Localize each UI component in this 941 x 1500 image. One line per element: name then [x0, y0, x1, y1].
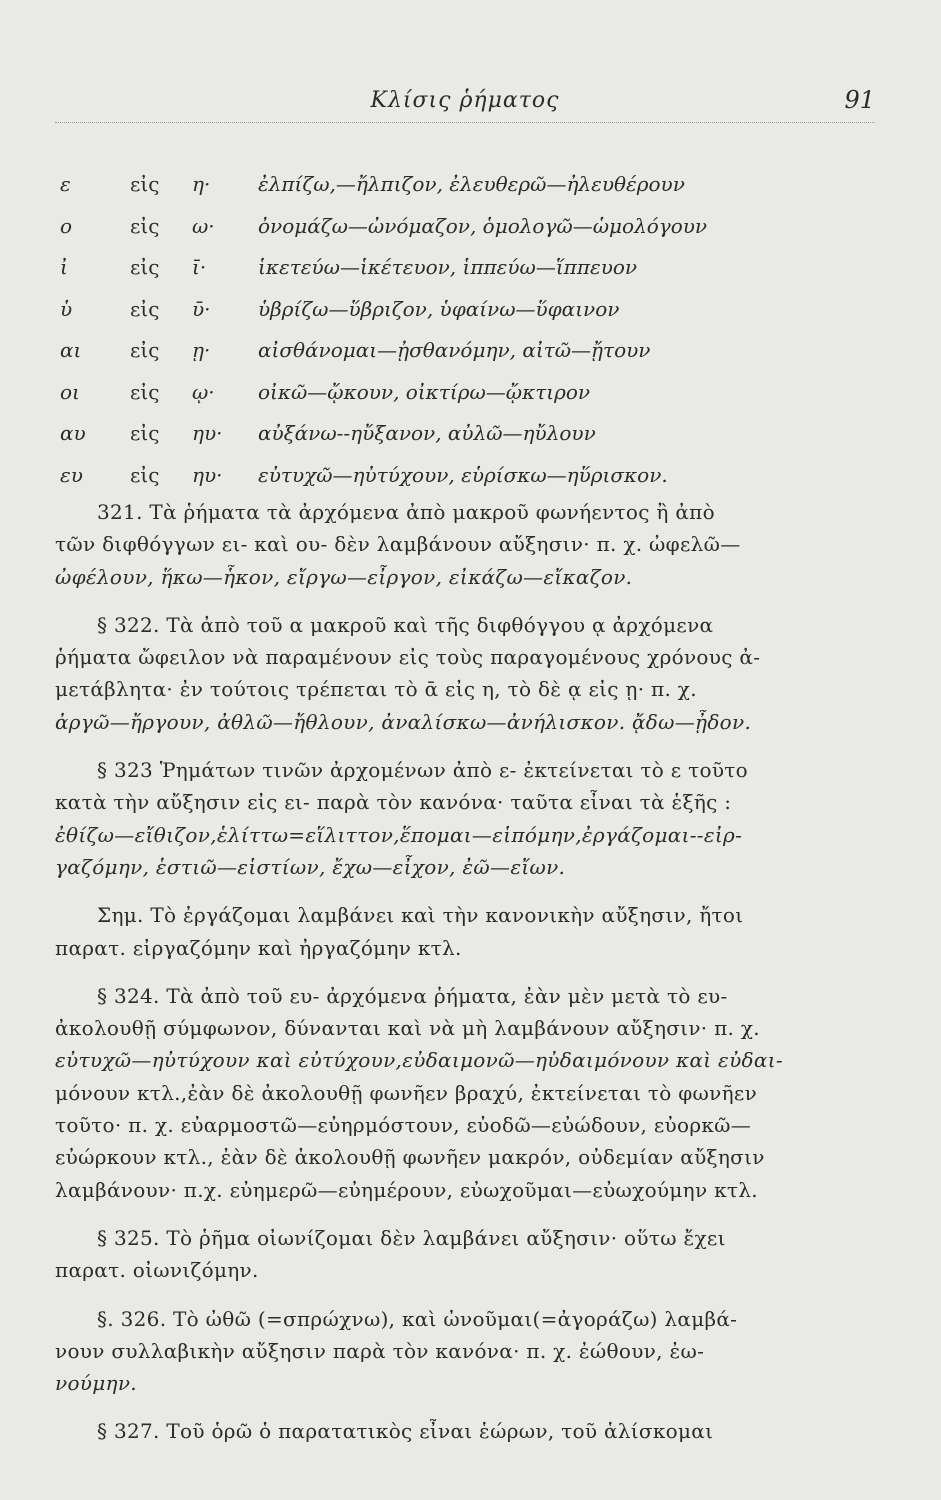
- paragraph-324: [55, 984, 875, 1210]
- from-vowel: αι: [60, 338, 82, 362]
- paragraph-321: [55, 500, 875, 597]
- examples: ὀνομάζω—ὠνόμαζον, ὁμολογῶ—ὡμολόγουν: [258, 213, 708, 238]
- paragraph-325: [55, 1226, 875, 1291]
- text-line: ἀργῶ—ἤργουν, ἀθλῶ—ἤθλουν, ἀναλίσκω—ἀνήλισκον. ᾄδω—ᾖδον.: [55, 709, 752, 734]
- body-text: [55, 500, 875, 1452]
- examples: ἱκετεύω—ἱκέτευον, ἱππεύω—ἵππευον: [258, 255, 638, 279]
- target-vowel: ῳ·: [192, 379, 215, 404]
- text-line: παρατ. οἰωνιζόμην.: [55, 1258, 259, 1283]
- table-row: [60, 297, 860, 339]
- from-vowel: αυ: [60, 421, 86, 445]
- text-line: παρατ. εἰργαζόμην καὶ ἠργαζόμην κτλ.: [55, 935, 462, 960]
- paragraph-322: [55, 613, 875, 742]
- table-row: [60, 421, 860, 463]
- examples: αἰσθάνομαι—ᾐσθανόμην, αἰτῶ—ᾔτουν: [258, 338, 651, 362]
- text-line: γαζόμην, ἑστιῶ—εἱστίων, ἔχω—εἶχον, ἐῶ—εἴων.: [55, 854, 566, 879]
- text-line: 321. Τὰ ῥήματα τὰ ἀρχόμενα ἀπὸ μακροῦ φωνήεντος ἢ ἀπὸ: [97, 500, 715, 524]
- target-vowel: η·: [192, 172, 211, 196]
- text-line: εὐτυχῶ—ηὐτύχουν καὶ εὐτύχουν,εὐδαιμονῶ—ηὐδαιμόνουν καὶ εὐδαι-: [55, 1048, 783, 1073]
- table-row: [60, 214, 860, 256]
- examples: ἐλπίζω,—ἤλπιζον, ἐλευθερῶ—ἠλευθέρουν: [258, 172, 685, 196]
- text-line: § 325. Τὸ ῥῆμα οἰωνίζομαι δὲν λαμβάνει αὔξησιν· οὕτω ἔχει: [97, 1225, 726, 1250]
- to-word: εἰς: [130, 255, 160, 279]
- text-line: λαμβάνουν· π.χ. εὐημερῶ—εὐημέρουν, εὐωχοῦμαι—εὐωχούμην κτλ.: [55, 1177, 758, 1202]
- text-line: § 324. Τὰ ἀπὸ τοῦ ευ- ἀρχόμενα ῥήματα, ἐὰν μὲν μετὰ τὸ ευ-: [97, 983, 728, 1008]
- page-header: [55, 88, 875, 123]
- text-line: § 323 Ῥημάτων τινῶν ἀρχομένων ἀπὸ ε- ἐκτείνεται τὸ ε τοῦτο: [97, 758, 748, 783]
- to-word: εἰς: [130, 213, 160, 238]
- to-word: εἰς: [130, 379, 160, 404]
- paragraph-323: [55, 758, 875, 887]
- target-vowel: ῃ·: [192, 338, 211, 362]
- to-word: εἰς: [130, 296, 160, 321]
- from-vowel: ἰ: [60, 255, 68, 279]
- running-title: Κλίσις ῥήματος: [370, 88, 560, 113]
- from-vowel: ὑ: [60, 296, 73, 321]
- text-line: τοῦτο· π. χ. εὐαρμοστῶ—εὐηρμόστουν, εὐοδῶ—εὐώδουν, εὐορκῶ—: [55, 1113, 752, 1138]
- page-number: 91: [844, 86, 875, 114]
- table-row: [60, 463, 860, 505]
- text-line: ῥήματα ὤφειλον νὰ παραμένουν εἰς τοὺς παραγομένους χρόνους ἀ-: [55, 645, 761, 670]
- target-vowel: ηυ·: [192, 462, 223, 487]
- examples: ὑβρίζω—ὕβριζον, ὑφαίνω—ὕφαινον: [258, 296, 620, 321]
- paragraph-327: [55, 1419, 875, 1451]
- text-line: Σημ. Τὸ ἐργάζομαι λαμβάνει καὶ τὴν κανονικὴν αὔξησιν, ἤτοι: [97, 903, 744, 928]
- text-line: ὠφέλουν, ἥκω—ἧκον, εἴργω—εἶργον, εἰκάζω—εἴκαζον.: [55, 564, 633, 589]
- text-line: ἐθίζω—εἴθιζον,ἑλίττω=εἵλιττον,ἕπομαι—εἱπόμην,ἐργάζομαι--εἰρ-: [55, 822, 743, 847]
- examples: εὐτυχῶ—ηὐτύχουν, εὑρίσκω—ηὕρισκον.: [258, 462, 668, 487]
- from-vowel: ο: [60, 213, 73, 238]
- text-line: μετάβλητα· ἐν τούτοις τρέπεται τὸ ᾱ εἰς η, τὸ δὲ ᾳ εἰς ῃ· π. χ.: [55, 677, 697, 702]
- table-row: [60, 172, 860, 214]
- text-line: τῶν διφθόγγων ει- καὶ ου- δὲν λαμβάνουν αὔξησιν· π. χ. ὠφελῶ—: [55, 532, 741, 557]
- target-vowel: ω·: [192, 213, 215, 238]
- from-vowel: ευ: [60, 462, 83, 487]
- text-line: εὐώρκουν κτλ., ἐὰν δὲ ἀκολουθῇ φωνῆεν μακρόν, οὐδεμίαν αὔξησιν: [55, 1145, 765, 1170]
- table-row: [60, 338, 860, 380]
- to-word: εἰς: [130, 462, 160, 487]
- text-line: § 327. Τοῦ ὁρῶ ὁ παρατατικὸς εἶναι ἑώρων, τοῦ ἁλίσκομαι: [97, 1419, 714, 1444]
- to-word: εἰς: [130, 421, 160, 445]
- text-line: νούμην.: [55, 1371, 137, 1396]
- text-line: ἀκολουθῇ σύμφωνον, δύνανται καὶ νὰ μὴ λαμβάνουν αὔξησιν· π. χ.: [55, 1016, 760, 1041]
- note: [55, 903, 875, 968]
- target-vowel: ῑ·: [192, 255, 207, 279]
- table-row: [60, 255, 860, 297]
- examples: οἰκῶ—ᾤκουν, οἰκτίρω—ᾤκτιρον: [258, 379, 591, 404]
- examples: αὐξάνω--ηὔξανον, αὐλῶ—ηὔλουν: [258, 421, 596, 445]
- target-vowel: ῡ·: [192, 296, 211, 321]
- augment-table: [60, 172, 860, 504]
- table-row: [60, 380, 860, 422]
- from-vowel: οι: [60, 379, 80, 404]
- text-line: § 322. Τὰ ἀπὸ τοῦ α μακροῦ καὶ τῆς διφθόγγου ᾳ ἀρχόμενα: [97, 612, 714, 637]
- from-vowel: ε: [60, 172, 71, 196]
- to-word: εἰς: [130, 338, 160, 362]
- text-line: κατὰ τὴν αὔξησιν εἰς ει- παρὰ τὸν κανόνα· ταῦτα εἶναι τὰ ἑξῆς :: [55, 790, 732, 815]
- paragraph-326: [55, 1307, 875, 1404]
- to-word: εἰς: [130, 172, 160, 196]
- text-line: νουν συλλαβικὴν αὔξησιν παρὰ τὸν κανόνα· π. χ. ἐώθουν, ἐω-: [55, 1338, 705, 1363]
- text-line: μόνουν κτλ.,ἐὰν δὲ ἀκολουθῇ φωνῆεν βραχύ, ἐκτείνεται τὸ φωνῆεν: [55, 1080, 758, 1105]
- text-line: §. 326. Τὸ ὠθῶ (=σπρώχνω), καὶ ὠνοῦμαι(=ἀγοράζω) λαμβά-: [97, 1306, 738, 1331]
- target-vowel: ηυ·: [192, 421, 223, 445]
